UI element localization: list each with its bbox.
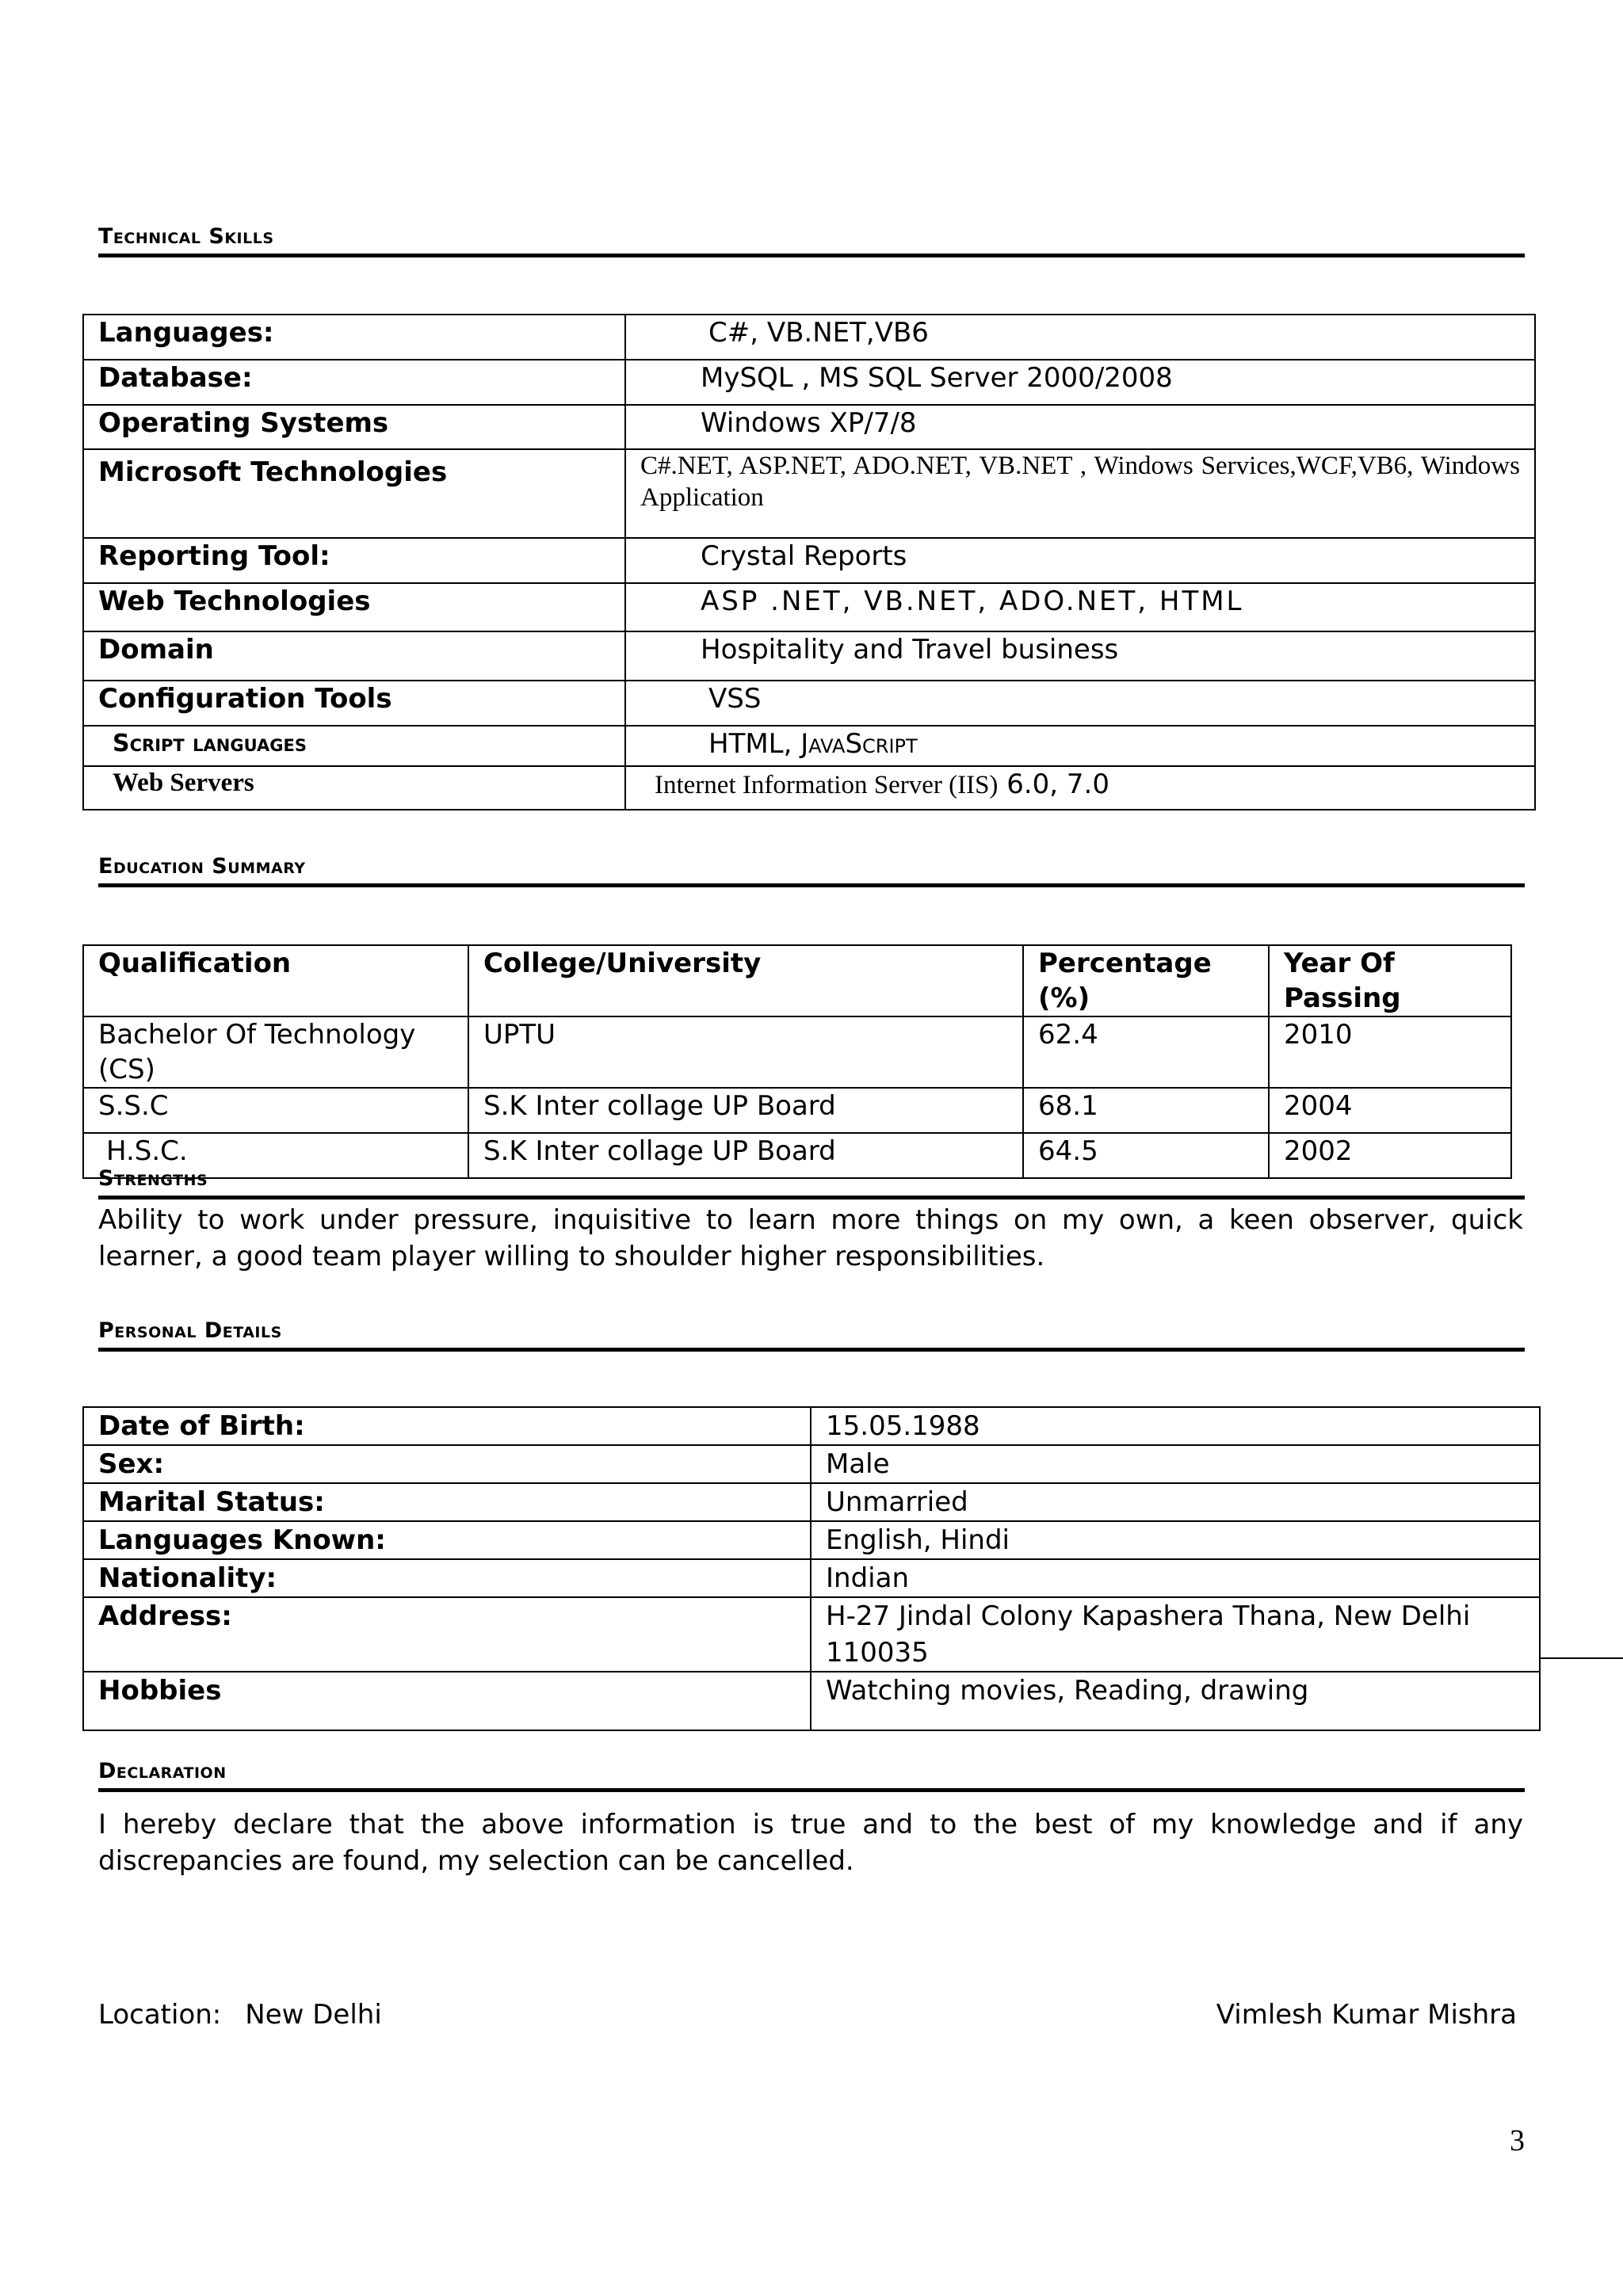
skill-value-cell — [625, 766, 1535, 810]
header-year: Year Of Passing — [1269, 945, 1511, 1016]
signature-name: Vimlesh Kumar Mishra — [1216, 1999, 1517, 2031]
cell-percentage: 64.5 — [1023, 1133, 1269, 1178]
skill-value: Windows XP/7/8 — [625, 405, 1535, 449]
technical-skills-table — [82, 314, 1536, 810]
skill-key: Reporting Tool: — [83, 538, 625, 583]
cell-college: UPTU — [468, 1016, 1023, 1088]
personal-value: English, Hindi — [811, 1521, 1540, 1559]
skill-key: Microsoft Technologies — [83, 449, 625, 538]
table-row — [83, 1407, 1540, 1445]
cell-percentage: 68.1 — [1023, 1088, 1269, 1133]
education-heading: Education Summary — [98, 854, 1525, 887]
cell-year: 2002 — [1269, 1133, 1511, 1178]
page-number: 3 — [1510, 2124, 1525, 2157]
cell-college: S.K Inter collage UP Board — [468, 1088, 1023, 1133]
table-row — [83, 1672, 1540, 1730]
strengths-heading: Strengths — [98, 1166, 1525, 1199]
table-row — [83, 538, 1535, 583]
skill-value: HTML, JavaScript — [625, 726, 1535, 766]
skill-key: Operating Systems — [83, 405, 625, 449]
signature-row — [98, 1997, 1517, 2033]
personal-key: Nationality: — [83, 1559, 811, 1597]
cell-qualification: H.S.C. — [83, 1133, 468, 1178]
table-row — [83, 1597, 1540, 1672]
header-percentage: Percentage (%) — [1023, 945, 1269, 1016]
personal-value: 15.05.1988 — [811, 1407, 1540, 1445]
skill-key: Web Technologies — [83, 583, 625, 631]
cell-college: S.K Inter collage UP Board — [468, 1133, 1023, 1178]
cell-qualification: S.S.C — [83, 1088, 468, 1133]
cell-year: 2010 — [1269, 1016, 1511, 1088]
cell-percentage: 62.4 — [1023, 1016, 1269, 1088]
personal-key: Address: — [83, 1597, 811, 1672]
cell-year: 2004 — [1269, 1088, 1511, 1133]
skill-key: Languages: — [83, 315, 625, 360]
personal-details-table — [82, 1406, 1541, 1731]
table-row — [83, 1483, 1540, 1521]
table-row — [83, 766, 1535, 810]
strengths-text: Ability to work under pressure, inquisitive to learn more things on my own, a keen observer, quick learner, a good team player willing to shoulder higher responsibilities. — [98, 1204, 1523, 1272]
personal-value: Watching movies, Reading, drawing — [811, 1672, 1540, 1730]
personal-value: Unmarried — [811, 1483, 1540, 1521]
personal-key: Sex: — [83, 1445, 811, 1483]
skill-key: Configuration Tools — [83, 681, 625, 726]
location-value: New Delhi — [245, 1999, 382, 2031]
skill-value: VSS — [625, 681, 1535, 726]
skill-value: ASP .NET, VB.NET, ADO.NET, HTML — [625, 583, 1535, 631]
skill-key: Database: — [83, 360, 625, 405]
declaration-text: I hereby declare that the above information is true and to the best of my knowledge and if any discrepancies are found, my selection can be cancelled. — [98, 1809, 1523, 1877]
table-row — [83, 583, 1535, 631]
education-table — [82, 944, 1512, 1179]
table-row — [83, 1016, 1511, 1088]
skill-value-suffix: 6.0, 7.0 — [1006, 769, 1109, 800]
declaration-heading: Declaration — [98, 1759, 1525, 1792]
personal-details-heading: Personal Details — [98, 1318, 1525, 1352]
table-row — [83, 1445, 1540, 1483]
skill-value: C#, VB.NET,VB6 — [625, 315, 1535, 360]
personal-key: Languages Known: — [83, 1521, 811, 1559]
personal-value: Male — [811, 1445, 1540, 1483]
table-row — [83, 1088, 1511, 1133]
cell-qualification: Bachelor Of Technology (CS) — [83, 1016, 468, 1088]
table-row — [83, 1521, 1540, 1559]
skill-value: C#.NET, ASP.NET, ADO.NET, VB.NET , Windows Services,WCF,VB6, Windows Application — [625, 449, 1535, 538]
table-row — [83, 405, 1535, 449]
personal-value: H-27 Jindal Colony Kapashera Thana, New Delhi 110035 — [811, 1597, 1540, 1672]
technical-skills-heading: Technical Skills — [98, 224, 1525, 257]
table-row — [83, 360, 1535, 405]
skill-value: Internet Information Server (IIS) — [655, 771, 999, 799]
table-row — [83, 1559, 1540, 1597]
table-row — [83, 631, 1535, 681]
skill-key: Domain — [83, 631, 625, 681]
skill-value: Hospitality and Travel business — [625, 631, 1535, 681]
table-row — [83, 726, 1535, 766]
skill-value: Crystal Reports — [625, 538, 1535, 583]
table-row — [83, 681, 1535, 726]
table-header-row — [83, 945, 1511, 1016]
table-row — [83, 449, 1535, 538]
skill-value: MySQL , MS SQL Server 2000/2008 — [625, 360, 1535, 405]
header-qualification: Qualification — [83, 945, 468, 1016]
personal-key: Marital Status: — [83, 1483, 811, 1521]
personal-value: Indian — [811, 1559, 1540, 1597]
table-divider — [1541, 1657, 1623, 1659]
location-label: Location: — [98, 1999, 222, 2031]
personal-key: Hobbies — [83, 1672, 811, 1730]
skill-key: Script languages — [83, 726, 625, 766]
header-college: College/University — [468, 945, 1023, 1016]
personal-key: Date of Birth: — [83, 1407, 811, 1445]
skill-key: Web Servers — [83, 766, 625, 810]
table-row — [83, 315, 1535, 360]
